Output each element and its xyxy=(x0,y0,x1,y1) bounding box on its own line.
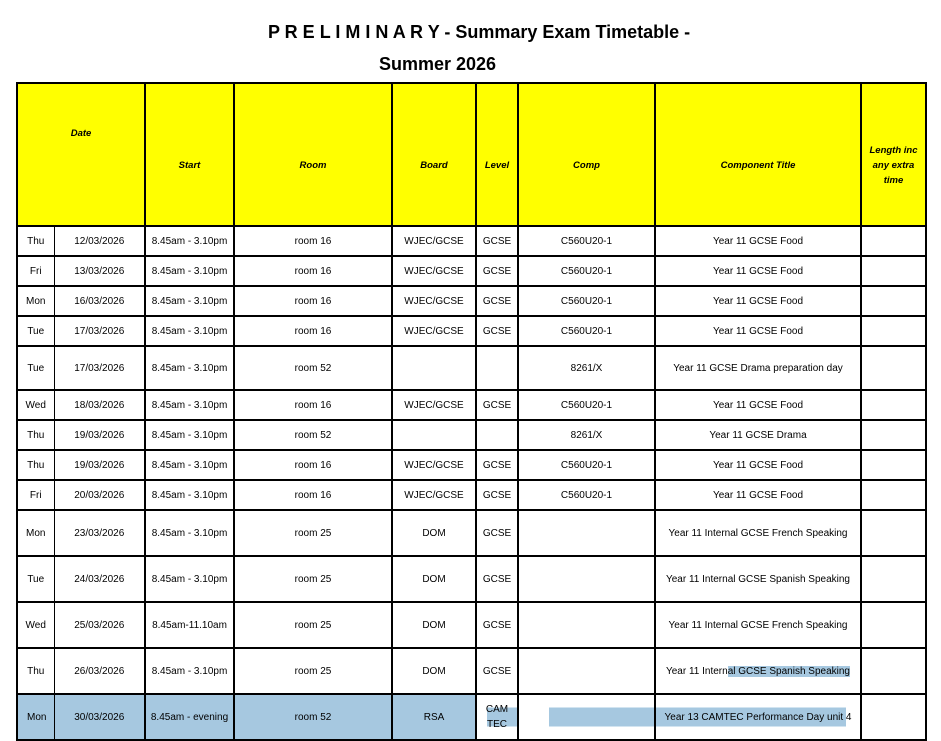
cell-room: room 52 xyxy=(234,346,392,390)
cell-board: WJEC/GCSE xyxy=(392,480,476,510)
cell-start: 8.45am - 3.10pm xyxy=(145,450,234,480)
cell-date: 19/03/2026 xyxy=(54,420,145,450)
cell-day: Mon xyxy=(17,286,54,316)
cell-date: 13/03/2026 xyxy=(54,256,145,286)
cell-board: DOM xyxy=(392,556,476,602)
cell-comp xyxy=(518,694,655,740)
cell-board: WJEC/GCSE xyxy=(392,256,476,286)
cell-comp: C560U20-1 xyxy=(518,256,655,286)
header-date: Date xyxy=(17,83,145,226)
cell-title: Year 11 Internal GCSE French Speaking xyxy=(655,510,861,556)
cell-day: Wed xyxy=(17,390,54,420)
cell-start: 8.45am - 3.10pm xyxy=(145,480,234,510)
table-row xyxy=(17,346,926,390)
cell-title xyxy=(655,648,861,694)
cell-title: Year 11 GCSE Food xyxy=(655,450,861,480)
cell-length xyxy=(861,346,926,390)
cell-length xyxy=(861,694,926,740)
table-row xyxy=(17,556,926,602)
cell-room: room 16 xyxy=(234,480,392,510)
header-component-title: Component Title xyxy=(655,83,861,226)
cell-room: room 16 xyxy=(234,256,392,286)
cell-start: 8.45am - 3.10pm xyxy=(145,556,234,602)
cell-room: room 25 xyxy=(234,556,392,602)
cell-comp: 8261/X xyxy=(518,420,655,450)
cell-title: Year 11 Internal GCSE French Speaking xyxy=(655,602,861,648)
cell-start: 8.45am - 3.10pm xyxy=(145,648,234,694)
cell-start: 8.45am - 3.10pm xyxy=(145,420,234,450)
header-start: Start xyxy=(145,83,234,226)
cell-day: Mon xyxy=(17,510,54,556)
cell-comp: C560U20-1 xyxy=(518,286,655,316)
cell-board: WJEC/GCSE xyxy=(392,450,476,480)
cell-date: 25/03/2026 xyxy=(54,602,145,648)
cell-start: 8.45am - 3.10pm xyxy=(145,346,234,390)
cell-start: 8.45am - 3.10pm xyxy=(145,510,234,556)
cell-board: DOM xyxy=(392,648,476,694)
cell-title-text: Year 13 CAMTEC Performance Day unit 4 xyxy=(664,711,852,723)
cell-title: Year 11 GCSE Food xyxy=(655,286,861,316)
cell-comp: 8261/X xyxy=(518,346,655,390)
cell-title: Year 11 GCSE Food xyxy=(655,480,861,510)
exam-timetable xyxy=(16,82,927,741)
cell-start: 8.45am - 3.10pm xyxy=(145,390,234,420)
cell-length xyxy=(861,602,926,648)
cell-comp: C560U20-1 xyxy=(518,480,655,510)
cell-start: 8.45am - 3.10pm xyxy=(145,316,234,346)
cell-date: 23/03/2026 xyxy=(54,510,145,556)
table-row xyxy=(17,316,926,346)
cell-title: Year 11 GCSE Drama preparation day xyxy=(655,346,861,390)
cell-room: room 16 xyxy=(234,286,392,316)
cell-comp xyxy=(518,602,655,648)
cell-level: GCSE xyxy=(476,450,518,480)
table-row xyxy=(17,510,926,556)
level-line-2: TEC xyxy=(486,719,507,730)
cell-room: room 16 xyxy=(234,390,392,420)
cell-title: Year 11 GCSE Food xyxy=(655,390,861,420)
cell-level: GCSE xyxy=(476,390,518,420)
cell-board: DOM xyxy=(392,602,476,648)
cell-level: GCSE xyxy=(476,316,518,346)
cell-level xyxy=(476,694,518,740)
cell-date: 19/03/2026 xyxy=(54,450,145,480)
cell-room: room 52 xyxy=(234,694,392,740)
cell-day: Tue xyxy=(17,346,54,390)
cell-level: GCSE xyxy=(476,556,518,602)
cell-day: Tue xyxy=(17,556,54,602)
cell-room: room 25 xyxy=(234,510,392,556)
cell-title: Year 11 GCSE Food xyxy=(655,226,861,256)
cell-date: 30/03/2026 xyxy=(54,694,145,740)
cell-comp: C560U20-1 xyxy=(518,450,655,480)
header-board: Board xyxy=(392,83,476,226)
table-row xyxy=(17,480,926,510)
cell-day: Thu xyxy=(17,450,54,480)
cell-day: Tue xyxy=(17,316,54,346)
cell-title: Year 11 Internal GCSE Spanish Speaking xyxy=(655,556,861,602)
cell-level xyxy=(476,420,518,450)
table-row xyxy=(17,420,926,450)
cell-date: 17/03/2026 xyxy=(54,346,145,390)
cell-board: WJEC/GCSE xyxy=(392,286,476,316)
cell-comp xyxy=(518,648,655,694)
header-level: Level xyxy=(476,83,518,226)
cell-length xyxy=(861,256,926,286)
cell-room: room 16 xyxy=(234,226,392,256)
cell-date: 18/03/2026 xyxy=(54,390,145,420)
table-row xyxy=(17,648,926,694)
cell-length xyxy=(861,226,926,256)
table-row xyxy=(17,226,926,256)
cell-day: Fri xyxy=(17,256,54,286)
cell-start: 8.45am - 3.10pm xyxy=(145,226,234,256)
header-length: Length inc any extra time xyxy=(861,83,926,226)
cell-length xyxy=(861,510,926,556)
cell-board: DOM xyxy=(392,510,476,556)
cell-length xyxy=(861,480,926,510)
cell-date: 12/03/2026 xyxy=(54,226,145,256)
cell-board: WJEC/GCSE xyxy=(392,226,476,256)
cell-date: 20/03/2026 xyxy=(54,480,145,510)
table-row xyxy=(17,602,926,648)
table-row xyxy=(17,256,926,286)
cell-level: GCSE xyxy=(476,480,518,510)
table-row xyxy=(17,450,926,480)
cell-comp: C560U20-1 xyxy=(518,226,655,256)
cell-length xyxy=(861,450,926,480)
level-line-1: CAM xyxy=(485,704,509,715)
table-row-highlighted xyxy=(17,694,926,740)
cell-comp: C560U20-1 xyxy=(518,390,655,420)
cell-day: Wed xyxy=(17,602,54,648)
cell-level: GCSE xyxy=(476,256,518,286)
title-line-1: P R E L I M I N A R Y - Summary Exam Timetable - xyxy=(268,22,691,42)
cell-length xyxy=(861,316,926,346)
cell-room: room 25 xyxy=(234,648,392,694)
cell-room: room 25 xyxy=(234,602,392,648)
cell-day: Thu xyxy=(17,648,54,694)
cell-board xyxy=(392,346,476,390)
cell-board xyxy=(392,420,476,450)
header-room: Room xyxy=(234,83,392,226)
cell-length xyxy=(861,286,926,316)
table-row xyxy=(17,286,926,316)
cell-length xyxy=(861,556,926,602)
cell-board: WJEC/GCSE xyxy=(392,390,476,420)
cell-comp: C560U20-1 xyxy=(518,316,655,346)
cell-comp xyxy=(518,556,655,602)
cell-start: 8.45am - 3.10pm xyxy=(145,256,234,286)
cell-title xyxy=(655,694,861,740)
cell-level: GCSE xyxy=(476,510,518,556)
cell-start: 8.45am-11.10am xyxy=(145,602,234,648)
cell-level: GCSE xyxy=(476,226,518,256)
header-comp: Comp xyxy=(518,83,655,226)
cell-date: 17/03/2026 xyxy=(54,316,145,346)
table-row xyxy=(17,390,926,420)
cell-day: Fri xyxy=(17,480,54,510)
cell-day: Thu xyxy=(17,226,54,256)
cell-comp xyxy=(518,510,655,556)
cell-length xyxy=(861,390,926,420)
cell-room: room 52 xyxy=(234,420,392,450)
cell-title: Year 11 GCSE Food xyxy=(655,316,861,346)
cell-length xyxy=(861,648,926,694)
cell-day: Thu xyxy=(17,420,54,450)
cell-level: GCSE xyxy=(476,286,518,316)
highlight-strip xyxy=(549,708,654,727)
cell-date: 16/03/2026 xyxy=(54,286,145,316)
title-highlighted-part: al GCSE Spanish Speaking xyxy=(727,665,850,677)
cell-title: Year 11 GCSE Food xyxy=(655,256,861,286)
cell-day: Mon xyxy=(17,694,54,740)
cell-date: 24/03/2026 xyxy=(54,556,145,602)
cell-board: WJEC/GCSE xyxy=(392,316,476,346)
cell-room: room 16 xyxy=(234,316,392,346)
cell-level: GCSE xyxy=(476,648,518,694)
cell-start: 8.45am - 3.10pm xyxy=(145,286,234,316)
cell-start: 8.45am - evening xyxy=(145,694,234,740)
title-line-2: Summer 2026 xyxy=(379,54,497,74)
cell-title: Year 11 GCSE Drama xyxy=(655,420,861,450)
cell-level xyxy=(476,346,518,390)
cell-room: room 16 xyxy=(234,450,392,480)
header-row xyxy=(17,83,926,226)
cell-date: 26/03/2026 xyxy=(54,648,145,694)
cell-length xyxy=(861,420,926,450)
cell-level: GCSE xyxy=(476,602,518,648)
cell-board: RSA xyxy=(392,694,476,740)
title-plain-part: Year 11 Intern xyxy=(665,665,728,677)
